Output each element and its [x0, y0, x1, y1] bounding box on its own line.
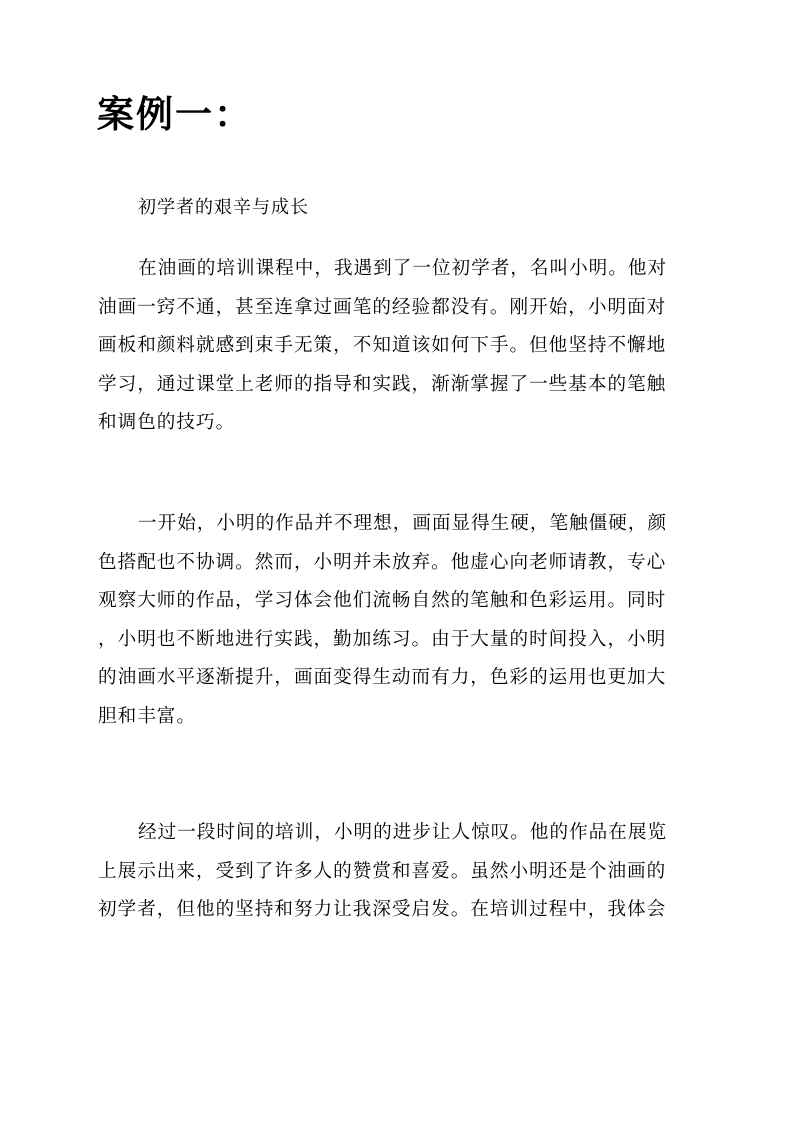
paragraph-line: 观察大师的作品，学习体会他们流畅自然的笔触和色彩运用。同时	[98, 590, 667, 612]
paragraph-line: 在油画的培训课程中，我遇到了一位初学者，名叫小明。他对	[138, 258, 668, 279]
paragraph-3	[98, 814, 702, 930]
paragraph-line: ，小明也不断地进行实践，勤加练习。由于大量的时间投入，小明	[98, 628, 667, 650]
paragraph-line: 一开始，小明的作品并不理想，画面显得生硬，笔触僵硬，颜	[138, 513, 668, 534]
paragraph-2	[98, 505, 702, 737]
paragraph-line: 经过一段时间的培训，小明的进步让人惊叹。他的作品在展览	[138, 822, 668, 843]
paragraph-line: 的油画水平逐渐提升，画面变得生动而有力，色彩的运用也更加大	[98, 667, 667, 689]
case-heading: 案例一：	[97, 92, 253, 136]
paragraph-1	[98, 250, 702, 443]
paragraph-line: 胆和丰富。	[98, 705, 196, 727]
paragraph-line: 上展示出来，受到了许多人的赞赏和喜爱。虽然小明还是个油画的	[98, 860, 667, 882]
paragraph-line: 初学者，但他的坚持和努力让我深受启发。在培训过程中，我体会	[98, 899, 667, 921]
paragraph-line: 和调色的技巧。	[98, 412, 236, 434]
paragraph-line: 画板和颜料就感到束手无策，不知道该如何下手。但他坚持不懈地	[98, 335, 667, 357]
case-subtitle: 初学者的艰辛与成长	[138, 197, 309, 218]
paragraph-line: 色搭配也不协调。然而，小明并未放弃。他虚心向老师请教，专心	[98, 551, 667, 573]
paragraph-line: 学习，通过课堂上老师的指导和实践，渐渐掌握了一些基本的笔触	[98, 373, 667, 395]
paragraph-line: 油画一窍不通，甚至连拿过画笔的经验都没有。刚开始，小明面对	[98, 296, 667, 318]
